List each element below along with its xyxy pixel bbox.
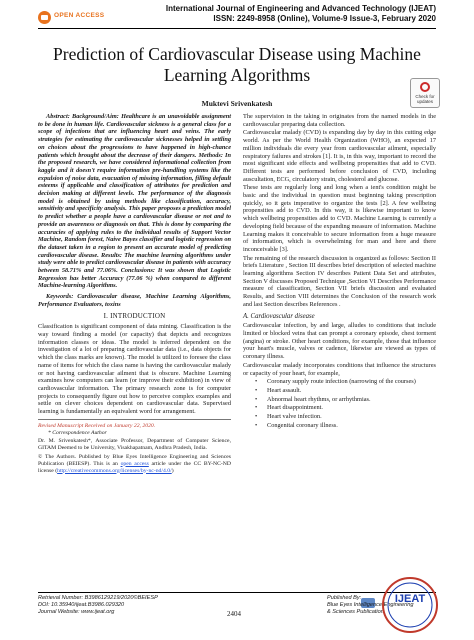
list-item: • Coronary supply route infection (narrowing of the courses) [243, 378, 436, 386]
open-access-link[interactable]: open access [120, 460, 149, 467]
open-access-lock-icon [38, 11, 51, 24]
seal-text: IJEAT [394, 593, 426, 605]
check-for-updates-label: Check for updates [415, 94, 435, 104]
subsection-heading-cardiovascular: A. Cardiovascular disease [243, 312, 315, 320]
copyright-notice [38, 454, 231, 474]
footer-rule [38, 592, 436, 593]
journal-info [166, 4, 436, 24]
body-paragraph: These tests are regularly long and long when a ient's condition might be basic and the individual in question must beginning taking prescription quickly, so it gets imperative to organize the tests [2]. A few wellbeing propensities add to CVD. In this way, it is likewise important to know which wellbeing propensities add to CVD. Machine Learning is currently a developing field because of the expanding measure of information. Machine Learning makes it conceivable to secure information from a huge measure of information, which is overwhelming for man and here and there inconceivable [3]. [243, 184, 436, 253]
list-item: • Heart valve infection. [243, 413, 436, 421]
journal-website[interactable]: Journal Website: www.ijeat.org [38, 608, 115, 615]
keywords: Keywords: Cardiovascular disease, Machine Learning Algorithms, Performance Evaluators, toxins [38, 293, 231, 308]
ijeat-seal [380, 575, 440, 635]
right-column [243, 113, 436, 430]
copyright-close: ) [171, 467, 174, 474]
body-paragraph: Cardiovascular infection, by and large, alludes to conditions that include limited or blocked veins that can prompt a coronary episode, chest torment (angina) or stroke. Other heart conditions, for example, those that influence your heart's muscle, valves or cadence, likewise are viewed as types of coronary illness. [243, 322, 436, 361]
body-paragraph: Cardiovascular malady incorporates conditions that influence the structures or capacity of your heart, for example, [243, 361, 436, 377]
open-access-text: OPEN ACCESS [54, 12, 105, 19]
list-item: • Heart disappointment. [243, 404, 436, 412]
retrieval-number: Retrieval Number: B3986129219/2020©BEIESP [38, 595, 158, 601]
journal-issn: ISSN: 2249-8958 (Online), Volume-9 Issue-3, February 2020 [213, 14, 436, 23]
page-number: 2404 [227, 610, 241, 618]
body-paragraph: The remaining of the research discussion is organized as follows: Section II briefs Literature , Section III describes brief description of selected machine learning algorithms Section IV describes Patient Data Set and attributes, Section V discusses Proposed Technique ,Section VI Describes Performance measure of classification, Section VII briefs discussion and evaluated Results, and Section VIII determines the Conclusion of the research work and last Section describes References . [243, 254, 436, 308]
author-name: Muktevi Srivenkatesh [201, 99, 273, 108]
list-item: • Abnormal heart rhythms, or arrhythmias. [243, 396, 436, 404]
journal-name: International Journal of Engineering and Advanced Technology (IJEAT) [165, 4, 436, 13]
seal-ring-icon [380, 575, 440, 635]
condition-list [243, 378, 436, 429]
list-item: • Heart assault. [243, 387, 436, 395]
abstract: Abstract: Background/Aim: Healthcare is an unavoidable assignment to be done in human life. Cardiovascular sickness is a general class for a scope of infections that are influencing heart and veins. The early strategies for estimating the cardiovascular sicknesses helped in settling on choices about the progressions to have happened in high-chance patients which brought about the decrease of their dangers. Methods: In the proposed research, we have considered informational collection from kaggle and it doesn't require information pre-handling systems like the expulsion of noise data, evacuation of missing information, filling default esteems if applicable and classification of attributes for prediction and decision making at different levels. The performance of the diagnosis model is obtained by using methods like classification, accuracy, sensitivity and specificity analysis. This paper proposes a prediction model to predict whether a people have a cardiovascular disease or not and to provide an awareness or diagnosis on that. This is done by comparing the accuracies of applying rules to the individual results of Support Vector Machine, Random forest, Naive Bayes classifier and logistic regression on the dataset taken in a region to present an accurate model of predicting cardiovascular disease. Results: The machine learning algorithms under study were able to predict cardiovascular disease in patients with accuracy between 58.71% and 77.06%. Conclusions: It was shown that Logistic Regression has better Accuracy (77.06 %) when compared to different Machine-learning Algorithms. [38, 113, 231, 290]
check-for-updates-icon [420, 82, 430, 92]
license-link[interactable]: http://creativecommons.org/licenses/by-nc-nd/4.0/ [57, 467, 172, 474]
publisher-name-line2: & Sciences Publication [327, 608, 384, 615]
body-paragraph: The supervision in the taking in originates from the named models in the cardiovascular preparing data collection. [243, 113, 436, 128]
published-by-label: Published By: [327, 595, 362, 601]
paper-title: Prediction of Cardiovascular Disease using Machine Learning Algorithms [53, 44, 421, 85]
author-affiliation: Dr. M. Srivenkatesh*, Associate Professor, Department of Computer Science, GITAM Deemed to be University, Visakhapatnam, Andhra Pradesh, India. [38, 438, 231, 452]
introduction-paragraph: Classification is significant component of data mining. Classification is the way toward finding a model (or capacity) that depicts and recognizes information classes or ideas. The model is inferred dependent on the investigation of a lot of preparing cardiovascular data (i.e., data objects for which the class marks are known). The model is utilized to foresee the class name of items for which the class name is having the cardiovascular malady or not having cardiovascular ailment that is obscure. Machine Learning examines how computers can learn (or improve their exhibition) in view of cardiovascular information. The primary research zone is for computer projects to consequently figure out how to perceive complex examples and settle on clever choices dependent on cardiovascular data. Supervised learning is fundamentally an equivalent word for arrangement. [38, 323, 231, 416]
copyright-text: © The Authors. Published by Blue Eyes Intelligence Engineering and Sciences Publication (BEIESP). This is an [38, 453, 231, 467]
section-heading-introduction: I. INTRODUCTION [103, 311, 166, 320]
page-header [0, 0, 474, 40]
open-access-logo [38, 9, 105, 29]
footer-retrieval-info [38, 595, 158, 615]
list-item: • Congenital coronary illness. [243, 422, 436, 430]
correspondence-note: * Correspondence Author [48, 429, 107, 436]
publisher-name: Blue Eyes Intelligence Engineering [327, 601, 414, 608]
footnote-rule [38, 419, 231, 420]
revised-date: Revised Manuscript Received on January 22, 2020. [38, 422, 156, 429]
body-paragraph: Cardiovascular malady (CVD) is expanding day by day in this cutting edge world. As per the World Health Organization (WHO), an expected 17 million individuals die every year from cardiovascular ailment, especially respiratory failures and strokes [1]. It is, in this way, important to record the most significant side effects and wellbeing propensities that add to CVD. Different tests are performed before conclusion of CVD, including auscultation, ECG, circulatory strain, cholesterol and glucose. [243, 129, 436, 183]
copyright-license: article under the CC BY-NC-ND license ( [38, 460, 231, 474]
left-column [38, 113, 231, 474]
doi: DOI: 10.35940/ijeat.B3986.029320 [38, 601, 125, 608]
header-rule [38, 28, 436, 29]
